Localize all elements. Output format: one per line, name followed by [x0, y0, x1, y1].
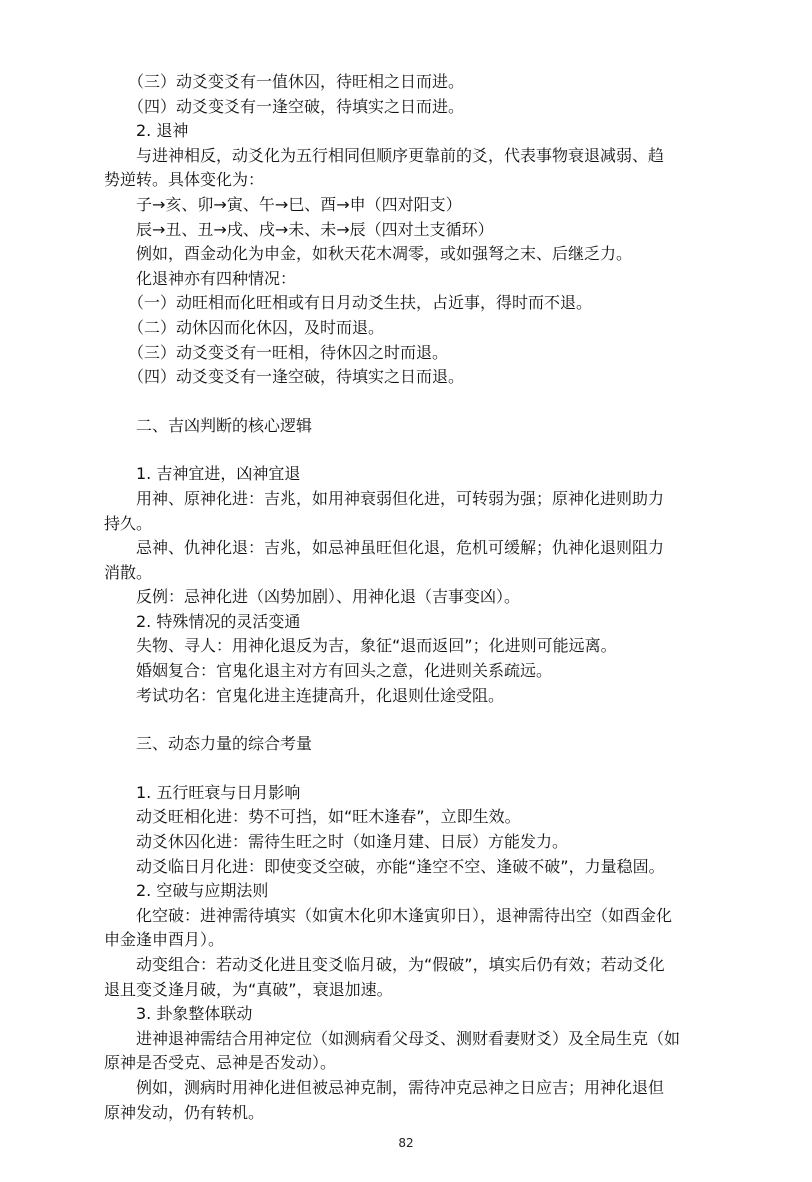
text-line: 退且变爻逢月破，为“真破”，衰退加速。 [104, 979, 393, 999]
text-line: 考试功名：官鬼化进主连捷高升，化退则仕途受阻。 [136, 685, 505, 705]
text-line: 动爻旺相化进：势不可挡，如“旺木逢春”，立即生效。 [136, 807, 521, 827]
page-body [104, 70, 744, 1125]
text-line: 例如，测病时用神化进但被忌神克制，需待冲克忌神之日应吉；用神化退但 [136, 1077, 665, 1097]
text-line: 动爻休囚化进：需待生旺之时（如逢月建、日辰）方能发力。 [136, 832, 569, 852]
page-number: 82 [398, 1136, 414, 1150]
text-line: 进神退神需结合用神定位（如测病看父母爻、测财看妻财爻）及全局生克（如 [136, 1028, 681, 1048]
spacer [104, 438, 744, 462]
text-line: 化空破：进神需待填实（如寅木化卯木逢寅卯日），退神需待出空（如酉金化 [136, 905, 673, 925]
text-line: 与进神相反，动爻化为五行相同但顺序更靠前的爻，代表事物衰退减弱、趋 [136, 145, 665, 165]
spacer [104, 708, 744, 732]
text-line: 动爻临日月化进：即使变爻空破，亦能“逢空不空、逢破不破”，力量稳固。 [136, 856, 665, 876]
subheading: 3. 卦象整体联动 [136, 1004, 253, 1024]
text-line: 反例：忌神化进（凶势加剧）、用神化退（吉事变凶）。 [136, 587, 521, 607]
text-line: （四）动爻变爻有一逢空破，待填实之日而进。 [128, 96, 465, 116]
text-line: （三）动爻变爻有一旺相，待休囚之时而退。 [128, 342, 449, 362]
text-line: （一）动旺相而化旺相或有日月动爻生扶，占近事，得时而不退。 [128, 293, 593, 313]
spacer [104, 390, 744, 414]
text-line: 原神发动，仍有转机。 [104, 1102, 265, 1122]
text-line: 用神、原神化进：吉兆，如用神衰弱但化进，可转弱为强；原神化进则助力 [136, 488, 665, 508]
subheading: 1. 五行旺衰与日月影响 [136, 782, 301, 802]
text-line: 申金逢申酉月）。 [104, 930, 225, 950]
text-line: 势逆转。具体变化为： [104, 170, 265, 190]
text-line: 失物、寻人：用神化退反为吉，象征“退而返回”；化进则可能远离。 [136, 636, 617, 656]
section-heading: 三、动态力量的综合考量 [136, 734, 313, 754]
subheading: 1. 吉神宜进，凶神宜退 [136, 464, 301, 484]
text-line: 动变组合：若动爻化进且变爻临月破，为“假破”，填实后仍有效；若动爻化 [136, 955, 665, 974]
text-line: 子→亥、卯→寅、午→巳、酉→申（四对阳支） [136, 194, 462, 214]
spacer [104, 757, 744, 781]
text-line: （二）动休囚而化休囚，及时而退。 [128, 317, 385, 337]
text-line: （四）动爻变爻有一逢空破，待填实之日而退。 [128, 367, 465, 387]
text-line: 忌神、仇神化退：吉兆，如忌神虽旺但化退，危机可缓解；仇神化退则阻力 [136, 538, 665, 558]
subheading: 2. 空破与应期法则 [136, 881, 269, 901]
text-line: 辰→丑、丑→戌、戌→未、未→辰（四对土支循环） [136, 219, 494, 239]
text-line: 消散。 [104, 562, 153, 582]
subheading: 2. 退神 [136, 121, 189, 141]
text-line: 原神是否受克、忌神是否发动）。 [104, 1053, 337, 1073]
subheading: 2. 特殊情况的灵活变通 [136, 611, 301, 631]
text-line: 例如，酉金动化为申金，如秋天花木凋零，或如强弩之末、后继乏力。 [136, 244, 633, 264]
text-line: 持久。 [104, 513, 153, 533]
text-line: 化退神亦有四种情况： [136, 268, 297, 288]
text-line: （三）动爻变爻有一值休囚，待旺相之日而进。 [128, 72, 465, 91]
text-line: 婚姻复合：官鬼化退主对方有回头之意，化进则关系疏远。 [136, 661, 553, 681]
section-heading: 二、吉凶判断的核心逻辑 [136, 415, 313, 435]
